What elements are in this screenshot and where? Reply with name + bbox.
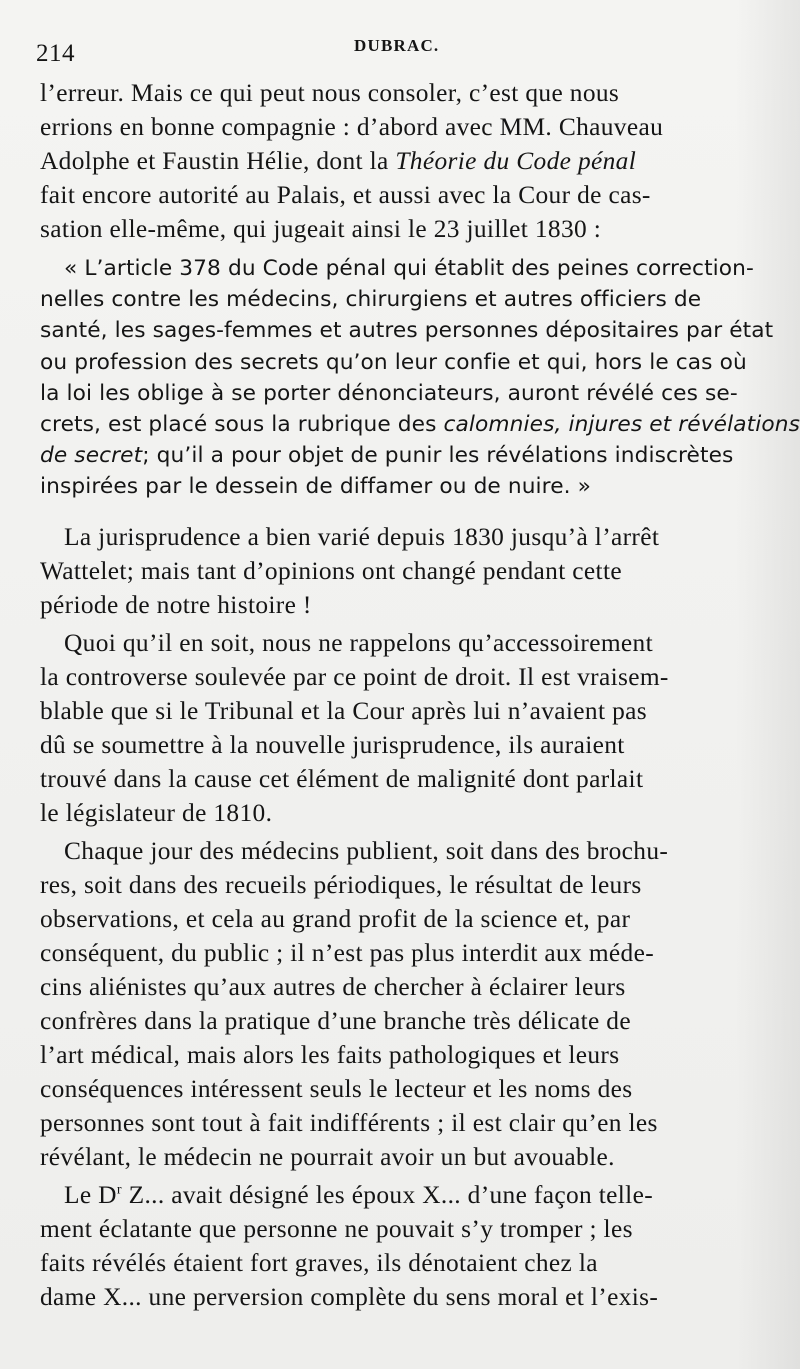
text-line: révélant, le médecin ne pourrait avoir un but avouable. bbox=[40, 1142, 615, 1171]
quote-line bbox=[40, 409, 800, 440]
quotation-block bbox=[40, 253, 800, 503]
text-line: res, soit dans des recueils périodiques, le résultat de leurs bbox=[40, 870, 642, 899]
paragraph-1 bbox=[40, 76, 766, 246]
quote-line: la loi les oblige à se porter dénonciateurs, auront révélé ces se- bbox=[40, 380, 738, 406]
quote-line-italic: de secret bbox=[40, 443, 143, 469]
text-line: trouvé dans la cause cet élément de malignité dont parlait bbox=[40, 764, 644, 793]
page-text bbox=[40, 76, 800, 1314]
quote-line bbox=[40, 440, 766, 471]
text-line-start: Le D bbox=[64, 1180, 117, 1209]
paragraph-2 bbox=[40, 520, 766, 622]
text-line: ment éclatante que personne ne pouvait s’y tromper ; les bbox=[40, 1214, 633, 1243]
quote-line: inspirées par le dessein de diffamer ou de nuire. » bbox=[40, 474, 592, 500]
doctor-superscript: r bbox=[116, 1182, 122, 1198]
quote-line: nelles contre les médecins, chirurgiens et autres officiers de bbox=[40, 287, 702, 313]
text-line: Chaque jour des médecins publient, soit dans des brochu- bbox=[64, 836, 669, 865]
text-line: confrères dans la pratique d’une branche très délicate de bbox=[40, 1006, 631, 1035]
page-number: 214 bbox=[36, 40, 75, 67]
running-title: DUBRAC. bbox=[354, 36, 440, 55]
text-line: conséquent, du public ; il n’est pas plus interdit aux méde- bbox=[40, 938, 655, 967]
text-line: blable que si le Tribunal et la Cour après lui n’avaient pas bbox=[40, 696, 647, 725]
paragraph-4 bbox=[40, 834, 766, 1174]
text-line bbox=[40, 1178, 766, 1212]
book-title: Théorie du Code pénal bbox=[395, 147, 637, 175]
quote-line: santé, les sages-femmes et autres personnes dépositaires par état bbox=[40, 318, 774, 344]
text-line bbox=[40, 144, 766, 178]
text-line: le législateur de 1810. bbox=[40, 798, 273, 827]
text-line-part: Adolphe et Faustin Hélie, dont la Théorie du Code pénal bbox=[40, 147, 637, 175]
text-line: période de notre histoire ! bbox=[40, 590, 312, 619]
text-line: sation elle-même, qui jugeait ainsi le 23 juillet 1830 : bbox=[40, 215, 602, 243]
text-line-rest: Z... avait désigné les époux X... d’une façon telle- bbox=[121, 1180, 654, 1209]
text-line: faits révélés étaient fort graves, ils dénotaient chez la bbox=[40, 1248, 598, 1277]
text-line: observations, et cela au grand profit de la science et, par bbox=[40, 904, 631, 933]
text-line: personnes sont tout à fait indifférents ; il est clair qu’en les bbox=[40, 1108, 658, 1137]
quote-line-italic: calomnies, injures et révélations bbox=[443, 411, 800, 437]
text-line: dû se soumettre à la nouvelle jurisprudence, ils auraient bbox=[40, 730, 625, 759]
quote-line: « L’article 378 du Code pénal qui établit des peines correction- bbox=[64, 256, 754, 281]
paragraph-3 bbox=[40, 626, 766, 830]
text-line: Quoi qu’il en soit, nous ne rappelons qu’accessoirement bbox=[64, 628, 653, 657]
paragraph-5 bbox=[40, 1178, 766, 1314]
text-line: l’art médical, mais alors les faits pathologiques et leurs bbox=[40, 1040, 620, 1069]
page-header bbox=[36, 30, 766, 67]
quote-line-rest: ; qu’il a pour objet de punir les révélations indiscrètes bbox=[142, 443, 734, 469]
text-line: Wattelet; mais tant d’opinions ont changé pendant cette bbox=[40, 556, 622, 585]
text-line: errions en bonne compagnie : d’abord avec MM. Chauveau bbox=[40, 113, 664, 141]
text-line: conséquences intéressent seuls le lecteur et les noms des bbox=[40, 1074, 633, 1103]
text-line: cins aliénistes qu’aux autres de chercher à éclairer leurs bbox=[40, 972, 626, 1001]
text-line: La jurisprudence a bien varié depuis 1830 jusqu’à l’arrêt bbox=[64, 522, 660, 551]
text-line: dame X... une perversion complète du sens moral et l’exis- bbox=[40, 1282, 659, 1311]
text-line: fait encore autorité au Palais, et aussi avec la Cour de cas- bbox=[40, 181, 651, 209]
quote-line: ou profession des secrets qu’on leur confie et qui, hors le cas où bbox=[40, 349, 747, 375]
quote-line-start: crets, est placé sous la rubrique des bbox=[40, 411, 444, 437]
text-line: la controverse soulevée par ce point de droit. Il est vraisem- bbox=[40, 662, 669, 691]
text-line: l’erreur. Mais ce qui peut nous consoler, c’est que nous bbox=[40, 79, 620, 107]
